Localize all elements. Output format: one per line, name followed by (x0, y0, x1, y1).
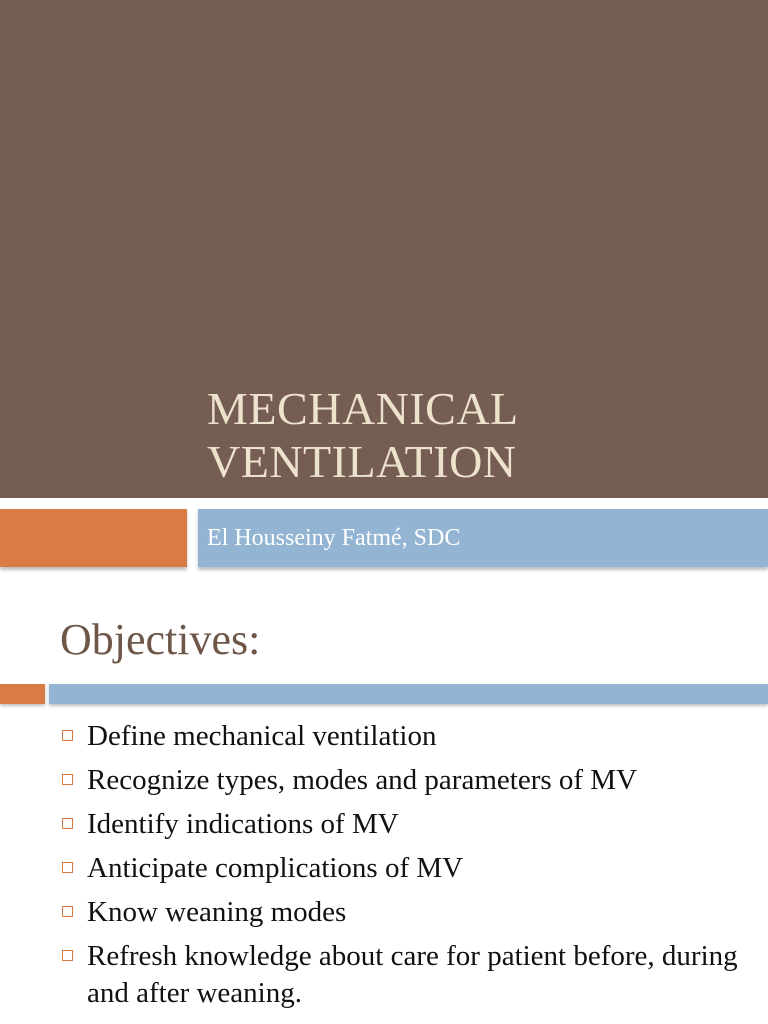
bullet-text: Define mechanical ventilation (87, 720, 437, 752)
blue-accent-bar (49, 684, 768, 704)
hollow-square-bullet-icon (62, 730, 73, 741)
list-item (60, 806, 740, 843)
list-item (60, 762, 740, 799)
list-item (60, 894, 740, 931)
hollow-square-bullet-icon (62, 774, 73, 785)
list-item (60, 938, 740, 1012)
bullet-text: Recognize types, modes and parameters of MV (87, 764, 638, 796)
bullet-text: Refresh knowledge about care for patient before, during and after weaning. (87, 940, 738, 1009)
list-item (60, 850, 740, 887)
hollow-square-bullet-icon (62, 862, 73, 873)
orange-accent-bar (0, 684, 45, 704)
hollow-square-bullet-icon (62, 906, 73, 917)
slide-title (207, 382, 747, 488)
objectives-title: Objectives: (60, 615, 261, 664)
bullet-text: Identify indications of MV (87, 808, 399, 840)
list-item (60, 718, 740, 755)
presenter-subtitle: El Housseiny Fatmé, SDC (207, 525, 461, 551)
bullet-text: Know weaning modes (87, 896, 347, 928)
objectives-slide (0, 576, 768, 1024)
title-line-1: MECHANICAL (207, 383, 519, 434)
title-line-2: VENTILATION (207, 436, 517, 487)
hollow-square-bullet-icon (62, 950, 73, 961)
orange-accent-bar (0, 509, 187, 567)
hollow-square-bullet-icon (62, 818, 73, 829)
bullet-text: Anticipate complications of MV (87, 852, 464, 884)
objectives-list (60, 718, 740, 1019)
